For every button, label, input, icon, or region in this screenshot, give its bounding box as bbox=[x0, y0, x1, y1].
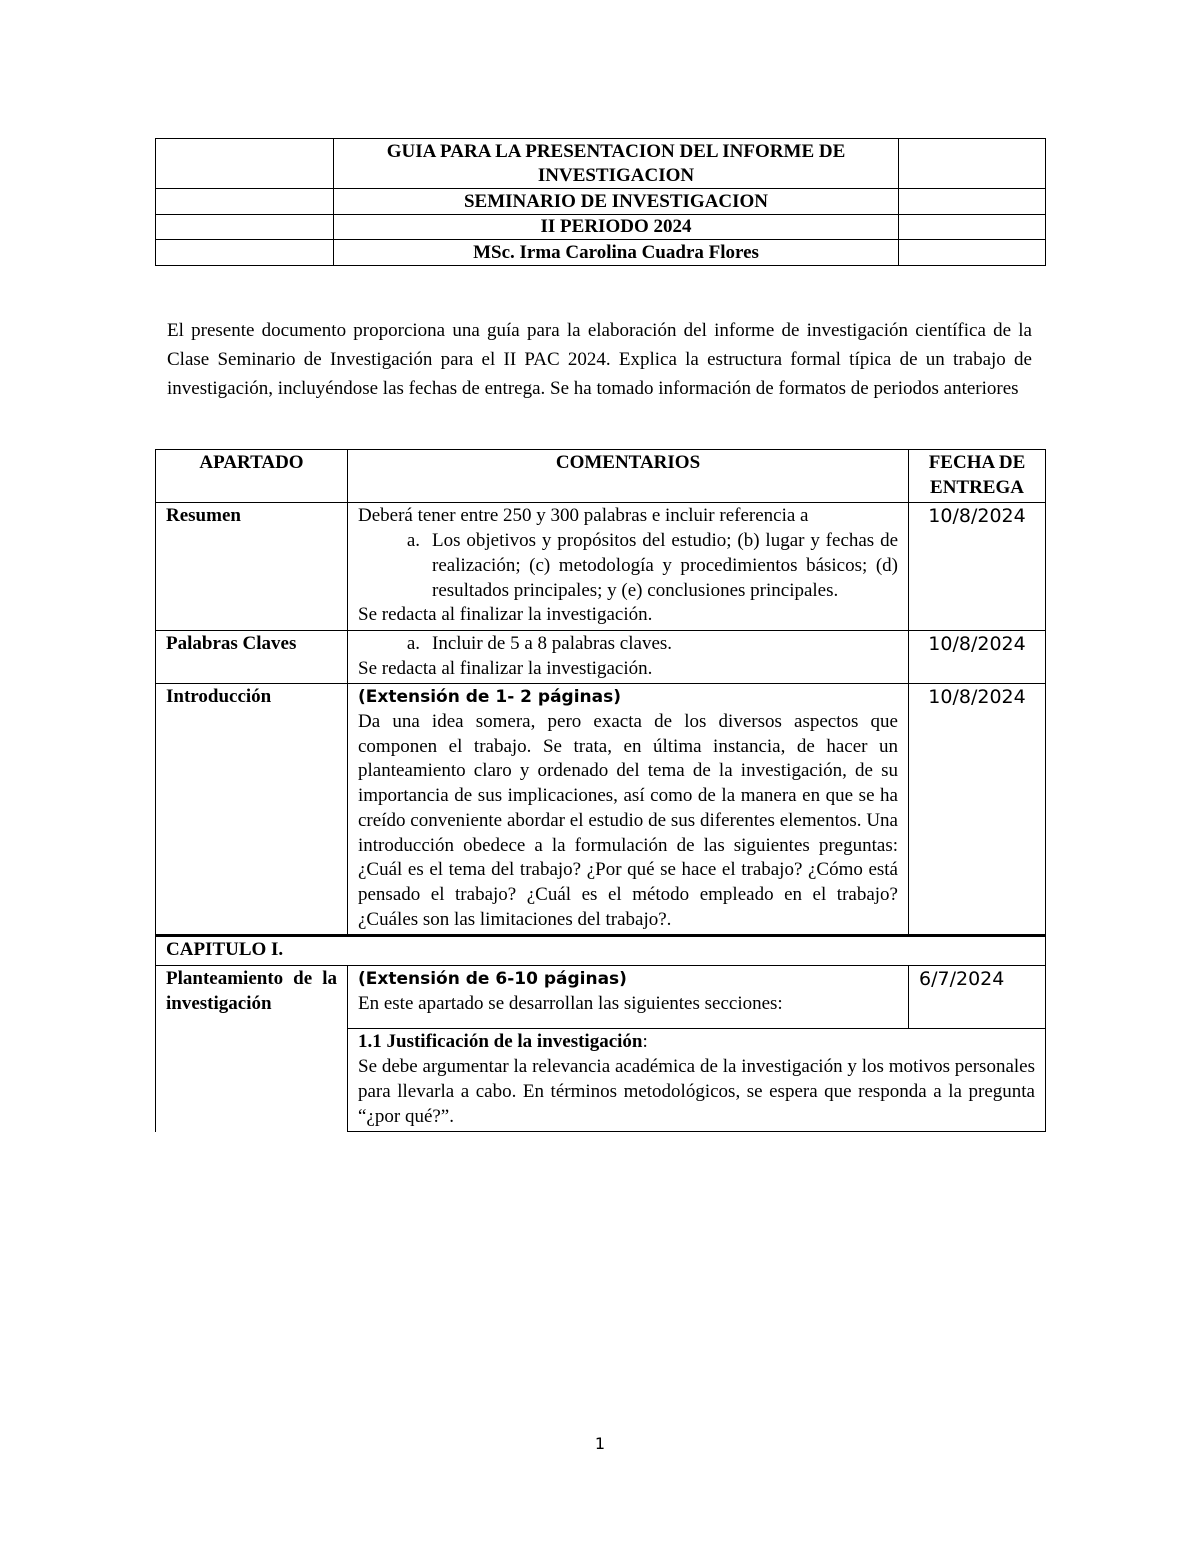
table-row-palabras-claves bbox=[156, 630, 1046, 683]
due-date: 10/8/2024 bbox=[909, 630, 1046, 683]
section-comments bbox=[348, 684, 909, 936]
header-empty-cell bbox=[899, 139, 1046, 189]
list-marker: a. bbox=[406, 530, 420, 552]
comment-closing: Se redacta al finalizar la investigación. bbox=[358, 657, 653, 679]
section-label: Resumen bbox=[156, 503, 348, 631]
justification-text: Se debe argumentar la relevancia académica de la investigación y los motivos personales para llevarla a cabo. En términos metodológicos, se espera que responda a la pregunta “¿por qué?”. bbox=[358, 1056, 1035, 1127]
header-empty-cell bbox=[899, 189, 1046, 215]
justification-cell bbox=[348, 1029, 1046, 1132]
intro-paragraph: El presente documento proporciona una guía para la elaboración del informe de investigación científica de la Clase Seminario de Investigación para el II PAC 2024. Explica la estructura formal típica de un trabajo de investigación, incluyéndose las fechas de entrega. Se ha tomado información de formatos de periodos anteriores bbox=[167, 320, 1032, 399]
list-item-text: Los objetivos y propósitos del estudio; (b) lugar y fechas de realización; (c) metodología y procedimientos básicos; (d) resultados principales; y (e) conclusiones principales. bbox=[432, 530, 898, 601]
comment-text: Da una idea somera, pero exacta de los diversos aspectos que componen el trabajo. Se trata, en última instancia, de hacer un planteamiento claro y ordenado del tema de la investigación, de su importancia de sus implicaciones, así como de la manera en que se ha creído conveniente abordar el estudio de sus diferentes elementos. Una introducción obedece a la formulación de las siguientes preguntas: ¿Cuál es el tema del trabajo? ¿Por qué se hace el trabajo? ¿Cómo está pensado el trabajo? ¿Cuál es el método empleado en el trabajo? ¿Cuáles son las limitaciones del trabajo?. bbox=[358, 711, 898, 930]
table-row-capitulo bbox=[156, 936, 1046, 966]
header-empty-cell bbox=[899, 240, 1046, 266]
column-header-date: FECHA DE ENTREGA bbox=[909, 450, 1046, 503]
course-name: SEMINARIO DE INVESTIGACION bbox=[334, 189, 899, 215]
justification-heading bbox=[358, 1030, 1035, 1055]
section-comments bbox=[348, 503, 909, 631]
instructor-name: MSc. Irma Carolina Cuadra Flores bbox=[334, 240, 899, 266]
section-comments bbox=[348, 630, 909, 683]
section-label: Introducción bbox=[156, 684, 348, 936]
chapter-label: CAPITULO I. bbox=[156, 936, 348, 966]
header-empty-cell bbox=[156, 240, 334, 266]
section-comments bbox=[348, 966, 909, 1029]
table-row-planteamiento bbox=[156, 966, 1046, 1029]
due-date: 10/8/2024 bbox=[909, 684, 1046, 936]
list-marker: a. bbox=[406, 632, 420, 654]
list-item-text: Incluir de 5 a 8 palabras claves. bbox=[432, 632, 673, 654]
column-header-comments: COMENTARIOS bbox=[348, 450, 909, 503]
comment-lead: Deberá tener entre 250 y 300 palabras e incluir referencia a bbox=[358, 505, 809, 527]
header-empty-cell bbox=[156, 215, 334, 240]
chapter-empty-cell bbox=[909, 936, 1046, 966]
header-empty-cell bbox=[899, 215, 1046, 240]
section-label: Planteamiento de la investigación bbox=[156, 966, 348, 1132]
section-label: Palabras Claves bbox=[156, 630, 348, 683]
chapter-empty-cell bbox=[348, 936, 909, 966]
due-date: 10/8/2024 bbox=[909, 503, 1046, 631]
structure-table bbox=[155, 449, 1046, 1132]
page-number: 1 bbox=[594, 1434, 606, 1453]
column-header-section: APARTADO bbox=[156, 450, 348, 503]
table-header-row bbox=[156, 450, 1046, 503]
period-label: II PERIODO 2024 bbox=[334, 215, 899, 240]
justification-title: 1.1 Justificación de la investigación bbox=[358, 1031, 643, 1053]
justification-colon: : bbox=[642, 1031, 648, 1053]
due-date: 6/7/2024 bbox=[909, 966, 1046, 1029]
comment-text: En este apartado se desarrollan las siguientes secciones: bbox=[358, 992, 783, 1014]
table-row-introduccion bbox=[156, 684, 1046, 936]
document-title: GUIA PARA LA PRESENTACION DEL INFORME DE INVESTIGACION bbox=[334, 139, 899, 189]
list-item bbox=[358, 632, 898, 657]
header-table bbox=[155, 138, 1046, 266]
list-item bbox=[358, 529, 898, 603]
header-empty-cell bbox=[156, 139, 334, 189]
header-empty-cell bbox=[156, 189, 334, 215]
page-extension: (Extensión de 6-10 páginas) bbox=[358, 969, 627, 990]
comment-closing: Se redacta al finalizar la investigación. bbox=[358, 604, 653, 626]
page-extension: (Extensión de 1- 2 páginas) bbox=[358, 687, 622, 708]
table-row-resumen bbox=[156, 503, 1046, 631]
